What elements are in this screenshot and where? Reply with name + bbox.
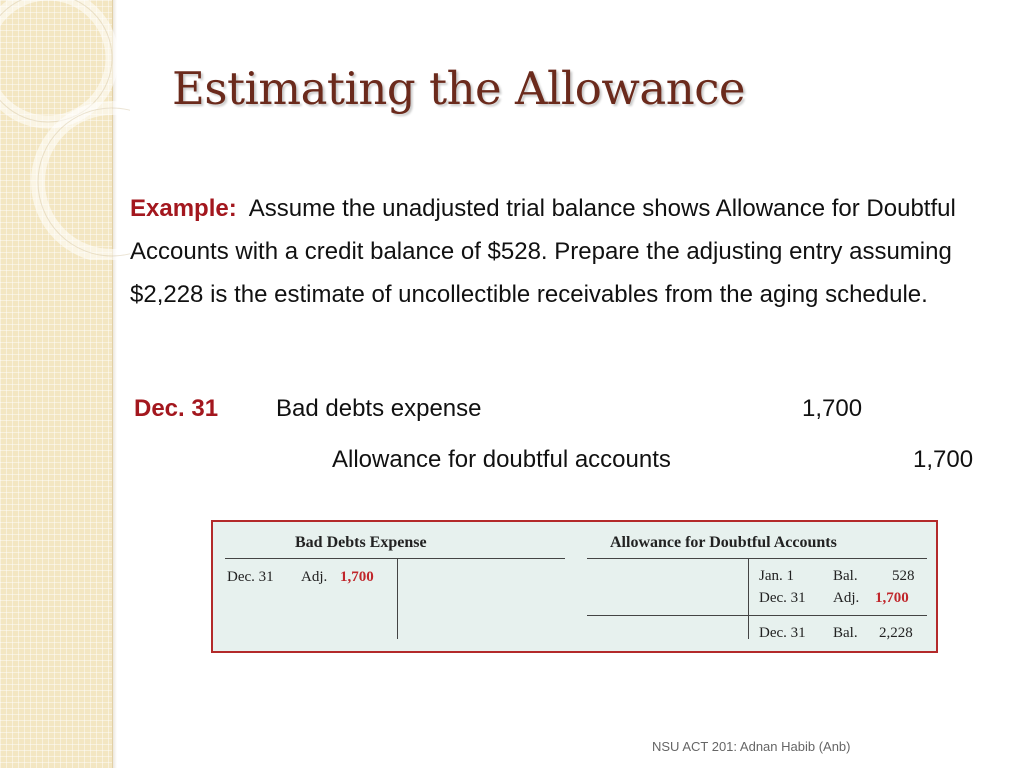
journal-entry-date: Dec. 31 — [134, 395, 219, 422]
slide-footer: NSU ACT 201: Adnan Habib (Anb) — [652, 739, 851, 754]
left-entry-amount: 1,700 — [340, 569, 374, 585]
right-balance-date: Dec. 31 — [759, 625, 806, 641]
right-t-account-rule — [587, 558, 927, 559]
debit-amount: 1,700 — [802, 395, 863, 422]
right-balance-ref: Bal. — [833, 625, 858, 641]
credit-amount: 1,700 — [913, 446, 974, 473]
right-balance-rule — [587, 615, 927, 616]
debit-account: Bad debts expense — [276, 395, 482, 422]
left-entry-date: Dec. 31 — [227, 569, 274, 585]
slide-title: Estimating the Allowance — [172, 62, 746, 115]
right-entry-amount: 1,700 — [875, 590, 909, 606]
decorative-rings — [0, 0, 130, 260]
bad-debts-t-account-title: Bad Debts Expense — [295, 534, 427, 551]
right-entry-ref: Adj. — [833, 590, 860, 606]
right-entry-ref: Bal. — [833, 568, 858, 584]
example-label: Example: — [130, 195, 237, 222]
t-account-figure — [211, 520, 938, 653]
left-t-account-rule — [225, 558, 565, 559]
example-text: Assume the unadjusted trial balance shows Allowance for Doubtful Accounts with a credit balance of $528. Prepare the adjusting entry assuming $2,228 is the estimate of uncollectible receivables from the aging schedule. — [130, 195, 956, 308]
right-t-account-divider — [748, 559, 749, 639]
right-balance-amount: 2,228 — [879, 625, 913, 641]
allowance-t-account-title: Allowance for Doubtful Accounts — [610, 534, 837, 551]
example-paragraph — [130, 187, 1010, 316]
left-entry-ref: Adj. — [301, 569, 328, 585]
right-entry-date: Jan. 1 — [759, 568, 794, 584]
left-t-account-divider — [397, 559, 398, 639]
credit-account: Allowance for doubtful accounts — [332, 446, 671, 473]
right-entry-amount: 528 — [892, 568, 915, 584]
right-entry-date: Dec. 31 — [759, 590, 806, 606]
